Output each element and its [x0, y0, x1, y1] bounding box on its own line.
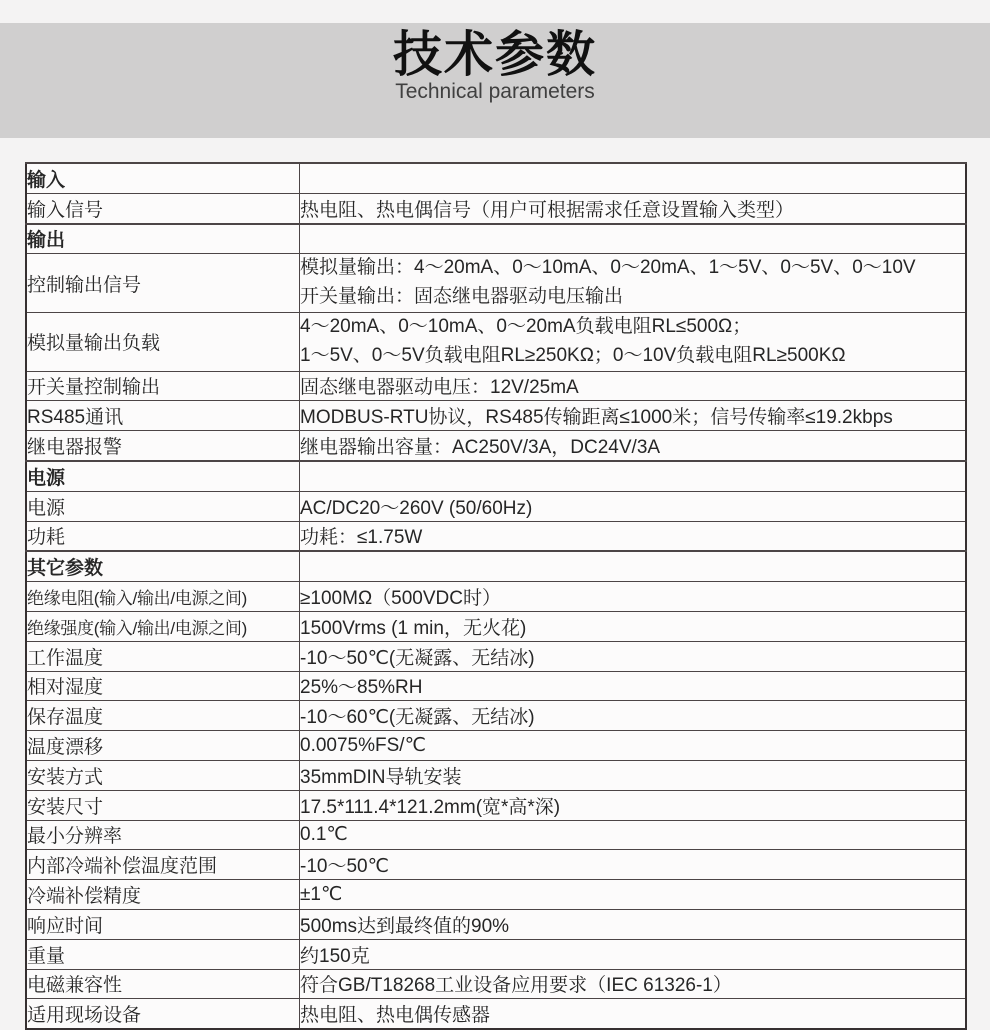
table-row — [26, 909, 966, 939]
param-label-cell: 电源 — [26, 461, 300, 491]
param-label-cell: 继电器报警 — [26, 431, 300, 461]
table-row — [26, 371, 966, 401]
param-value-cell: 热电阻、热电偶信号（用户可根据需求任意设置输入类型） — [300, 193, 967, 223]
param-label-cell: 绝缘电阻(输入/输出/电源之间) — [26, 582, 300, 612]
section-row — [26, 551, 966, 581]
param-value-cell: 0.1℃ — [300, 820, 967, 850]
table-row — [26, 401, 966, 431]
param-value-cell: 功耗：≤1.75W — [300, 521, 967, 551]
param-value-line: 开关量输出：固态继电器驱动电压输出 — [300, 286, 624, 308]
param-value-cell — [300, 254, 967, 313]
param-label-cell: 温度漂移 — [26, 731, 300, 761]
technical-parameters-table-body — [26, 163, 966, 1029]
technical-parameters-table — [25, 162, 967, 1030]
param-label-cell: 最小分辨率 — [26, 820, 300, 850]
param-value-cell: 继电器输出容量：AC250V/3A，DC24V/3A — [300, 431, 967, 461]
table-row — [26, 701, 966, 731]
param-value-cell: 35mmDIN导轨安装 — [300, 760, 967, 790]
table-row — [26, 671, 966, 701]
param-label-cell: 安装尺寸 — [26, 790, 300, 820]
section-row — [26, 163, 966, 193]
param-value-cell: 符合GB/T18268工业设备应用要求（IEC 61326-1） — [300, 969, 967, 999]
param-label-cell: 开关量控制输出 — [26, 371, 300, 401]
param-value-line: 4～20mA、0～10mA、0～20mA负载电阻RL≤500Ω； — [300, 315, 752, 337]
table-row — [26, 521, 966, 551]
table-row — [26, 820, 966, 850]
table-row — [26, 790, 966, 820]
param-value-cell: 固态继电器驱动电压：12V/25mA — [300, 371, 967, 401]
param-value-cell: ±1℃ — [300, 880, 967, 910]
param-value-cell — [300, 461, 967, 491]
param-label-cell: 适用现场设备 — [26, 999, 300, 1029]
param-label-cell: 模拟量输出负载 — [26, 312, 300, 371]
param-label-cell: 保存温度 — [26, 701, 300, 731]
page-title: 技术参数 — [392, 28, 597, 82]
section-row — [26, 461, 966, 491]
table-row — [26, 731, 966, 761]
table-row — [26, 939, 966, 969]
param-value-cell: MODBUS-RTU协议，RS485传输距离≤1000米；信号传输率≤19.2kbps — [300, 401, 967, 431]
param-label-cell: 电源 — [26, 491, 300, 521]
param-value-cell: -10～60℃(无凝露、无结冰) — [300, 701, 967, 731]
param-label-cell: 工作温度 — [26, 641, 300, 671]
param-value-cell: AC/DC20～260V (50/60Hz) — [300, 491, 967, 521]
param-value-cell: 25%～85%RH — [300, 671, 967, 701]
param-label-cell: RS485通讯 — [26, 401, 300, 431]
param-value-line: 1～5V、0～5V负载电阻RL≥250KΩ；0～10V负载电阻RL≥500KΩ — [300, 344, 846, 366]
table-row — [26, 582, 966, 612]
param-label-cell: 重量 — [26, 939, 300, 969]
section-row — [26, 224, 966, 254]
table-row — [26, 193, 966, 223]
table-row — [26, 850, 966, 880]
table-row — [26, 491, 966, 521]
param-label-cell: 输入 — [26, 163, 300, 193]
param-label-cell: 响应时间 — [26, 909, 300, 939]
param-value-cell — [300, 224, 967, 254]
param-value-cell: 约150克 — [300, 939, 967, 969]
param-value-cell: 0.0075%FS/℃ — [300, 731, 967, 761]
table-row — [26, 760, 966, 790]
table-row — [26, 611, 966, 641]
param-value-cell: -10～50℃(无凝露、无结冰) — [300, 641, 967, 671]
param-value-line: 模拟量输出：4～20mA、0～10mA、0～20mA、1～5V、0～5V、0～10V — [300, 257, 916, 279]
table-row — [26, 880, 966, 910]
param-label-cell: 控制输出信号 — [26, 254, 300, 313]
table-row — [26, 641, 966, 671]
table-row — [26, 312, 966, 371]
table-row — [26, 254, 966, 313]
param-label-cell: 其它参数 — [26, 551, 300, 581]
param-value-cell — [300, 312, 967, 371]
page-header — [0, 23, 990, 138]
param-label-cell: 冷端补偿精度 — [26, 880, 300, 910]
param-label-cell: 电磁兼容性 — [26, 969, 300, 999]
param-value-cell: 500ms达到最终值的90% — [300, 909, 967, 939]
param-value-cell: ≥100MΩ（500VDC时） — [300, 582, 967, 612]
param-label-cell: 绝缘强度(输入/输出/电源之间) — [26, 611, 300, 641]
param-value-cell: 17.5*111.4*121.2mm(宽*高*深) — [300, 790, 967, 820]
param-label-cell: 功耗 — [26, 521, 300, 551]
param-label-cell: 输出 — [26, 224, 300, 254]
param-value-cell: 热电阻、热电偶传感器 — [300, 999, 967, 1029]
param-label-cell: 安装方式 — [26, 760, 300, 790]
param-value-cell: 1500Vrms (1 min，无火花) — [300, 611, 967, 641]
param-label-cell: 内部冷端补偿温度范围 — [26, 850, 300, 880]
table-row — [26, 431, 966, 461]
page-subtitle: Technical parameters — [395, 80, 595, 103]
param-label-cell: 相对湿度 — [26, 671, 300, 701]
table-row — [26, 969, 966, 999]
param-value-cell: -10～50℃ — [300, 850, 967, 880]
param-value-cell — [300, 163, 967, 193]
param-value-cell — [300, 551, 967, 581]
param-label-cell: 输入信号 — [26, 193, 300, 223]
